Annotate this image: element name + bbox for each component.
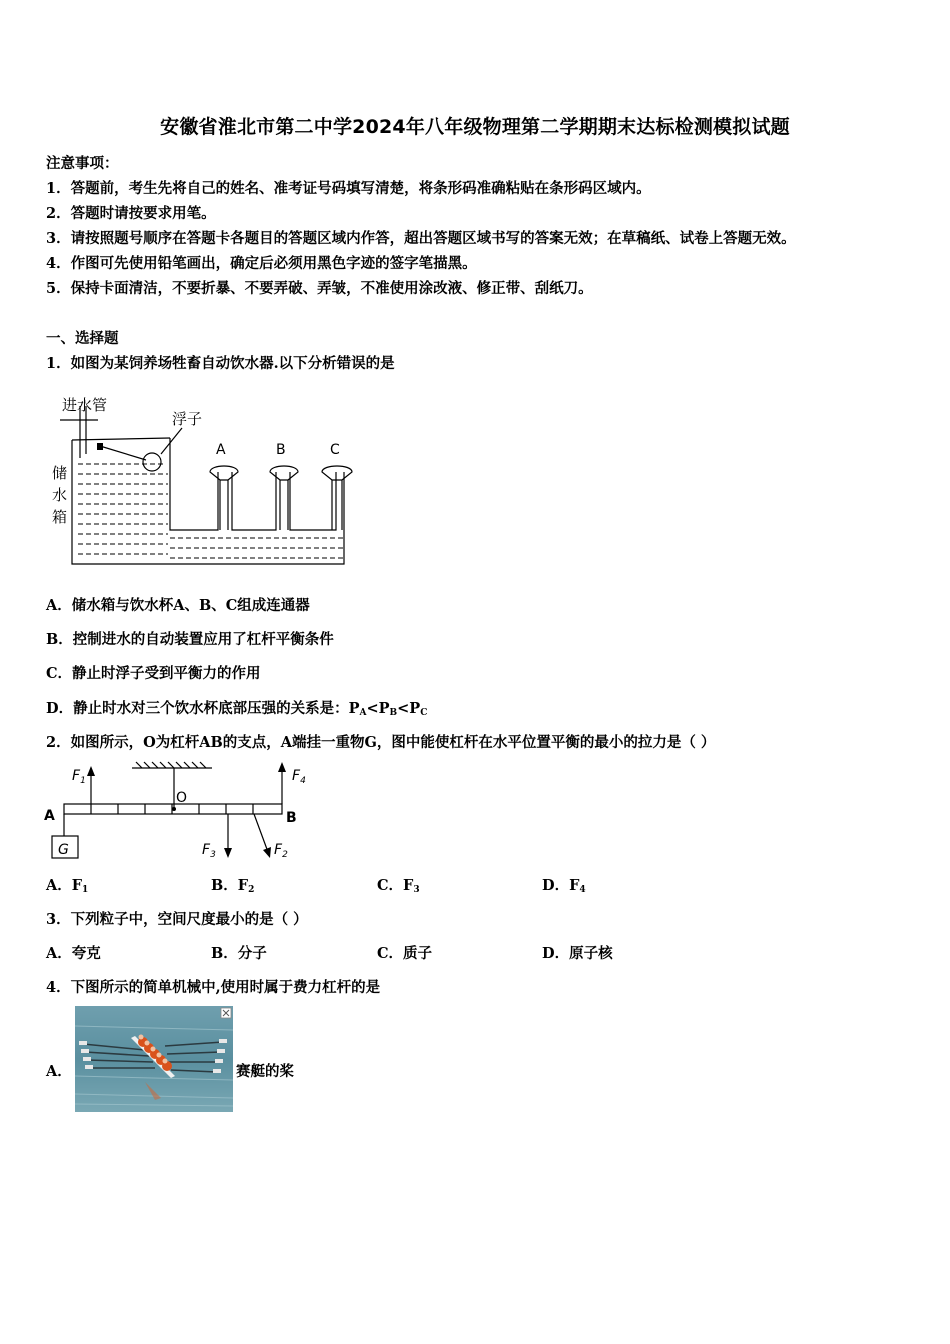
cup-label-b: B <box>276 442 286 458</box>
notice-item: 2．答题时请按要求用笔。 <box>46 205 216 222</box>
q3-option-b: B．分子 <box>211 945 267 962</box>
drinking-device-figure <box>50 388 360 572</box>
option-a: A．储水箱与饮水杯A、B、C组成连通器 <box>46 597 310 614</box>
q3-option-d: D．原子核 <box>542 945 613 962</box>
point-b-label: B <box>286 810 297 826</box>
section-heading: 一、选择题 <box>46 330 119 347</box>
option-b: B．控制进水的自动装置应用了杠杆平衡条件 <box>46 631 334 648</box>
tank-label-char: 储 <box>52 464 68 482</box>
q4-option-a-caption: 赛艇的桨 <box>236 1063 294 1080</box>
q2-option-b: B．$F_2$ <box>211 877 255 895</box>
notice-item: 4．作图可先使用铅笔画出，确定后必须用黑色字迹的签字笔描黑。 <box>46 255 477 272</box>
notice-item: 3．请按照题号顺序在答题卡各题目的答题区域内作答，超出答题区域书写的答案无效；在草稿纸、试卷上答题无效。 <box>46 230 796 247</box>
inlet-pipe-label: 进水管 <box>62 396 108 414</box>
question-3-stem: 3．下列粒子中，空间尺度最小的是（ ） <box>46 911 308 928</box>
point-a-label: A <box>44 808 55 824</box>
question-2-stem: 2．如图所示，O为杠杆AB的支点，A端挂一重物G，图中能使杠杆在水平位置平衡的最小的拉力是（ ） <box>46 734 716 751</box>
q2-option-a: A．$F_1$ <box>46 877 89 895</box>
cup-label-a: A <box>216 442 226 458</box>
float-label: 浮子 <box>172 410 203 428</box>
question-1-stem: 1．如图为某饲养场牲畜自动饮水器.以下分析错误的是 <box>46 355 395 372</box>
option-d: D．静止时水对三个饮水杯底部压强的关系是：$P_A<P_B<P_C$ <box>46 700 428 718</box>
q2-option-d: D．$F_4$ <box>542 877 586 895</box>
force-f4-label: $F_4$ <box>292 768 306 786</box>
q4-option-a-letter: A． <box>46 1063 72 1080</box>
option-c: C．静止时浮子受到平衡力的作用 <box>46 665 261 682</box>
force-f2-label: $F_2$ <box>274 842 288 860</box>
force-f1-label: $F_1$ <box>72 768 86 786</box>
q3-option-a: A．夸克 <box>46 945 101 962</box>
option-d-text: D．静止时水对三个饮水杯底部压强的关系是： <box>46 700 349 717</box>
force-f3-label: $F_3$ <box>202 842 216 860</box>
notice-item: 1．答题前，考生先将自己的姓名、准考证号码填写清楚，将条形码准确粘贴在条形码区域内。 <box>46 180 651 197</box>
q2-option-c: C．$F_3$ <box>377 877 420 895</box>
lever-figure <box>44 758 324 866</box>
cup-label-c: C <box>330 442 340 458</box>
notice-item: 5．保持卡面清洁，不要折暴、不要弄破、弄皱，不准使用涂改液、修正带、刮纸刀。 <box>46 280 593 297</box>
q3-option-c: C．质子 <box>377 945 433 962</box>
weight-g-label: G <box>58 842 69 858</box>
fulcrum-o-label: O <box>176 790 188 806</box>
tank-label-char: 水 <box>52 486 68 504</box>
question-4-stem: 4．下图所示的简单机械中,使用时属于费力杠杆的是 <box>46 979 381 996</box>
notice-heading: 注意事项： <box>46 155 119 172</box>
tank-label-char: 箱 <box>52 508 68 526</box>
rowing-boat-photo <box>75 1006 233 1112</box>
page-title: 安徽省淮北市第二中学2024年八年级物理第二学期期末达标检测模拟试题 <box>160 116 790 138</box>
